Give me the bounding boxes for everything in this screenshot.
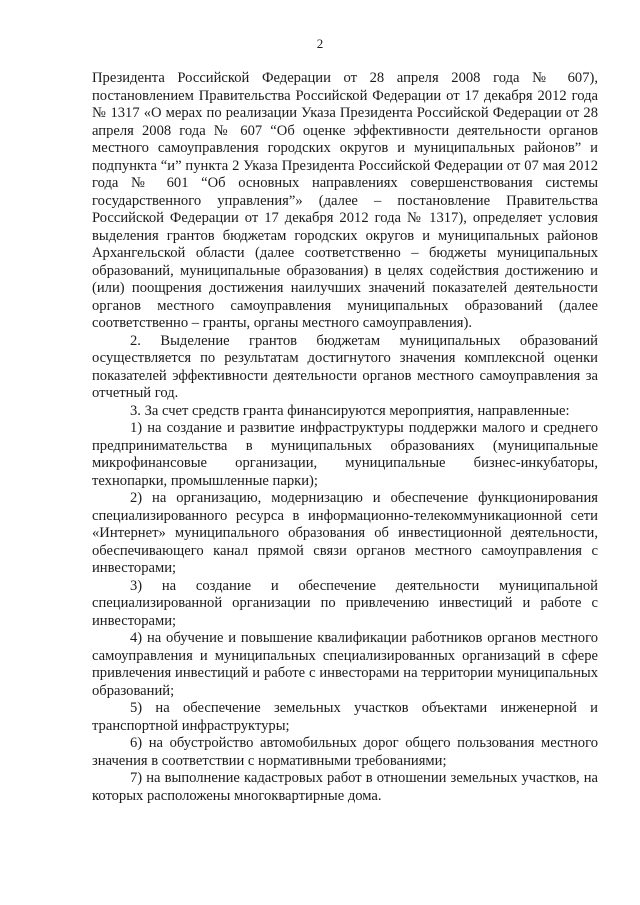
paragraph-continuation: Президента Российской Федерации от 28 апреля 2008 года № 607), постановлением Правительства Российской Федерации от 17 декабря 2012 года № 1317 «О мерах по реализации Указа Президента Российской Федерации от 28 апреля 2008 года № 607 “Об оценке эффективности деятельности органов местного самоуправления городских округов и муниципальных районов” и подпункта “и” пункта 2 Указа Президента Российской Федерации от 07 мая 2012 года № 601 “Об основных направлениях совершенствования системы государственного управления”» (далее – постановление Правительства Российской Федерации от 17 декабря 2012 года № 1317), определяет условия выделения грантов бюджетам городских округов и муниципальных районов Архангельской области (далее соответственно – бюджеты муниципальных образований, муниципальные образования) в целях содействия достижению и (или) поощрения достижения наилучших значений показателей деятельности органов местного самоуправления муниципальных образований (далее соответственно – гранты, органы местного самоуправления).: [92, 70, 598, 331]
page-number: 2: [316, 36, 324, 51]
subitem-6: 6) на обустройство автомобильных дорог общего пользования местного значения в соответствии с нормативными требованиями;: [92, 735, 598, 769]
subitem-5: 5) на обеспечение земельных участков объектами инженерной и транспортной инфраструктуры;: [92, 700, 598, 734]
document-body: [92, 70, 598, 805]
subitem-3: 3) на создание и обеспечение деятельности муниципальной специализированной организации по привлечению инвестиций и работе с инвесторами;: [92, 577, 598, 629]
paragraph-item-2: 2. Выделение грантов бюджетам муниципальных образований осуществляется по результатам достигнутого значения комплексной оценки показателей эффективности деятельности органов местного самоуправления за отчетный год.: [92, 332, 598, 401]
subitem-7: 7) на выполнение кадастровых работ в отношении земельных участков, на которых расположены многоквартирные дома.: [92, 770, 598, 804]
subitem-1: 1) на создание и развитие инфраструктуры поддержки малого и среднего предпринимательства в муниципальных образованиях (муниципальные микрофинансовые организации, муниципальные бизнес-инкубаторы, технопарки, промышленные парки);: [92, 420, 598, 489]
paragraph-item-3: 3. За счет средств гранта финансируются мероприятия, направленные:: [130, 402, 570, 419]
subitem-2: 2) на организацию, модернизацию и обеспечение функционирования специализированного ресурса в информационно-телекоммуникационной сети «Интернет» муниципального образования об инвестиционной деятельности, обеспечивающего канал прямой связи органов местного самоуправления с инвесторами;: [92, 490, 598, 576]
subitem-4: 4) на обучение и повышение квалификации работников органов местного самоуправления и муниципальных специализированных организаций в сфере привлечения инвестиций и работе с инвесторами на территории муниципальных образований;: [92, 630, 598, 699]
